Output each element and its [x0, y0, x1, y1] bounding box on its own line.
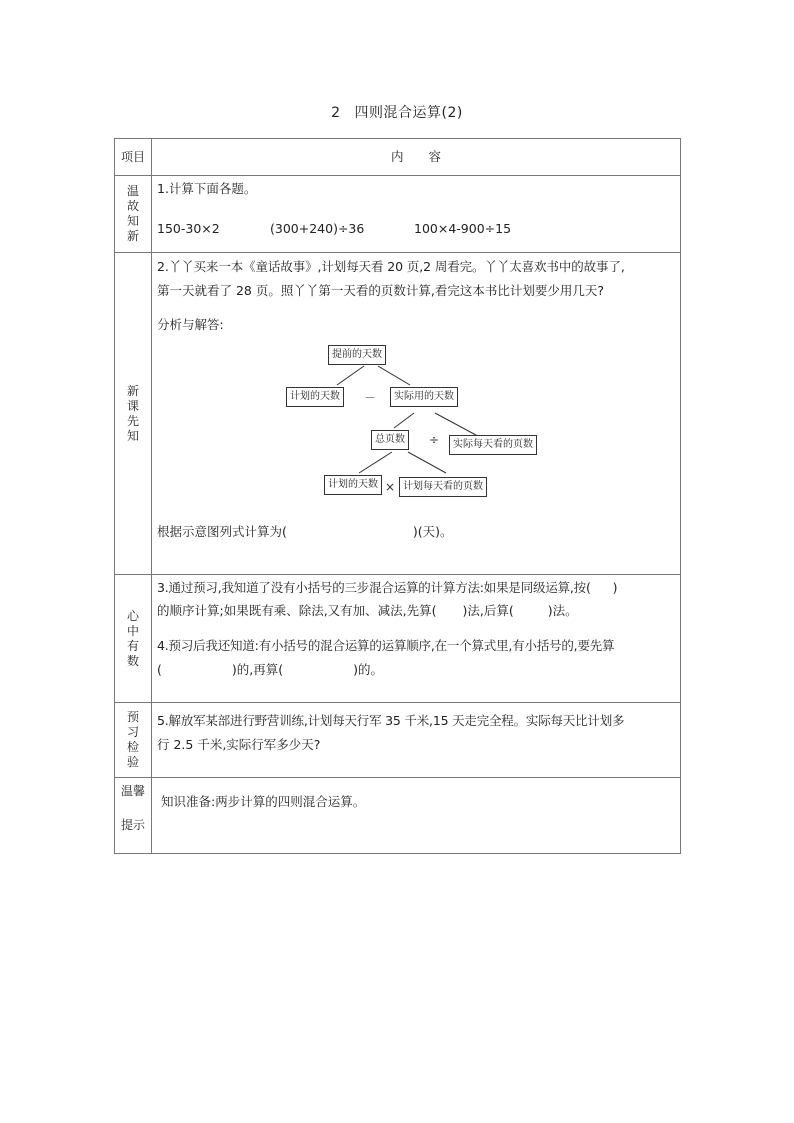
- q3-line-2-mid: )法,后算(: [462, 603, 514, 618]
- worksheet-table: [114, 138, 681, 854]
- tip-label-line-2: 提示: [120, 818, 145, 832]
- node-planned-pages-per-day: 计划每天看的页数: [399, 477, 487, 497]
- warmup-label-cell: [115, 176, 152, 253]
- formula-line: [152, 522, 680, 542]
- multiply-operator: ×: [385, 480, 396, 494]
- node-planned-days-bottom: 计划的天数: [324, 475, 382, 495]
- formula-prefix: 根据示意图列式计算为(: [157, 524, 287, 539]
- q3-line-2-end: )法。: [547, 603, 578, 618]
- q4-line-1: 4.预习后我还知道:有小括号的混合运算的运算顺序,在一个算式里,有小括号的,要先算: [157, 638, 615, 653]
- new-lesson-content-cell: [152, 253, 681, 575]
- summary-row: [115, 575, 681, 703]
- analysis-label: 分析与解答:: [157, 317, 224, 332]
- node-planned-days: 计划的天数: [286, 387, 344, 407]
- node-total-pages: 总页数: [371, 430, 409, 450]
- q4-end: )的。: [353, 662, 384, 677]
- problem-5-line-2: 行 2.5 千米,实际行军多少天?: [157, 737, 321, 752]
- check-label: 预习检验: [126, 710, 139, 769]
- summary-content-cell: [152, 575, 681, 703]
- formula-suffix: )(天)。: [412, 524, 453, 539]
- item-header-cell: [115, 139, 152, 176]
- exercise-3: 100×4-900÷15: [414, 221, 512, 236]
- tip-content-cell: [152, 778, 681, 854]
- divide-operator: ÷: [429, 433, 440, 447]
- problem-5-line-1: 5.解放军某部进行野营训练,计划每天行军 35 千米,15 天走完全程。实际每天比计划多: [157, 713, 625, 728]
- page-title: [0, 102, 794, 122]
- tip-text: 知识准备:两步计算的四则混合运算。: [161, 794, 366, 809]
- exercise-2: (300+240)÷36: [270, 221, 365, 236]
- warmup-question: 1.计算下面各题。: [157, 181, 257, 196]
- warmup-row: [115, 176, 681, 253]
- check-row: [115, 703, 681, 778]
- new-lesson-label: 新课先知: [126, 383, 139, 443]
- node-actual-pages-per-day: 实际每天看的页数: [449, 435, 537, 455]
- tip-row: [115, 778, 681, 854]
- node-actual-days: 实际用的天数: [390, 387, 458, 407]
- lesson-number: 2: [331, 105, 341, 121]
- table-header-row: [115, 139, 681, 176]
- q3-line-2: [152, 601, 680, 621]
- new-lesson-row: [115, 253, 681, 575]
- new-lesson-label-cell: [115, 253, 152, 575]
- q3-line-1-text: 3.通过预习,我知道了没有小括号的三步混合运算的计算方法:如果是同级运算,按(: [157, 580, 591, 595]
- lesson-title: 四则混合运算(2): [354, 105, 463, 121]
- q4-line-2: [152, 660, 680, 680]
- q4-open: (: [157, 662, 162, 677]
- summary-label-cell: [115, 575, 152, 703]
- exercise-1: 150-30×2: [157, 221, 220, 236]
- q3-line-1-close: ): [612, 580, 618, 595]
- summary-label: 心中有数: [126, 608, 139, 668]
- check-content-cell: [152, 703, 681, 778]
- problem-2-line-1: 2.丫丫买来一本《童话故事》,计划每天看 20 页,2 周看完。丫丫太喜欢书中的故事了,: [157, 259, 625, 274]
- minus-operator: －: [364, 391, 377, 405]
- warmup-exercises: [152, 199, 680, 239]
- tip-label-line-1: 温馨: [120, 784, 145, 798]
- warmup-content-cell: [152, 176, 681, 253]
- tip-label-cell: [115, 778, 152, 854]
- q4-mid: )的,再算(: [231, 662, 284, 677]
- check-label-cell: [115, 703, 152, 778]
- problem-2-line-2: 第一天就看了 28 页。照丫丫第一天看的页数计算,看完这本书比计划要少用几天?: [157, 283, 604, 298]
- q3-line-1: [152, 578, 680, 598]
- node-days-saved: 提前的天数: [328, 345, 386, 365]
- content-header-label: 内 容: [390, 149, 441, 164]
- warmup-label: 温故知新: [126, 184, 139, 243]
- analysis-diagram: [152, 345, 672, 525]
- diagram-connectors: [152, 345, 672, 525]
- item-header-label: 项目: [120, 149, 145, 164]
- q3-line-2-text: 的顺序计算;如果既有乘、除法,又有加、减法,先算(: [157, 603, 437, 618]
- content-header-cell: [152, 139, 681, 176]
